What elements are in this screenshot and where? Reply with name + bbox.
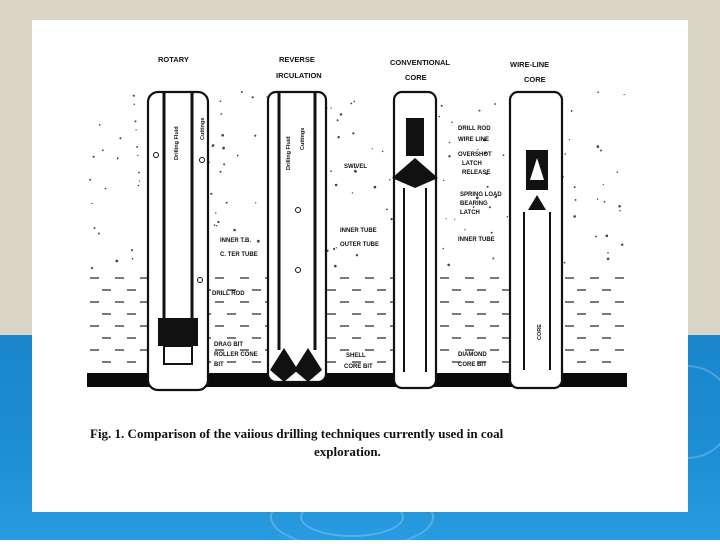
header-conventional-core: CORE: [405, 73, 427, 82]
label-outer-tube: OUTER TUBE: [340, 242, 379, 248]
rock-speck: [134, 104, 136, 106]
rock-speck: [334, 265, 337, 268]
rock-speck: [507, 216, 509, 218]
label-drag-bit: DRAG BIT: [214, 342, 243, 348]
label-overshot-release: RELEASE: [462, 170, 491, 176]
rock-speck: [94, 227, 96, 229]
rock-speck: [237, 155, 239, 157]
rock-speck: [333, 248, 335, 250]
rock-speck: [451, 122, 453, 124]
label-drill-rod: DRILL ROD: [212, 291, 245, 297]
drill-rod-coupling: [406, 118, 424, 156]
rock-speck: [604, 201, 606, 203]
rock-speck: [600, 150, 602, 152]
rock-speck: [330, 170, 332, 172]
rock-speck: [102, 149, 104, 151]
rock-speck: [575, 199, 577, 201]
drilling-techniques-diagram: [32, 20, 688, 512]
label-drill-rod: DRILL ROD: [458, 126, 491, 132]
rock-speck: [607, 258, 610, 261]
rock-speck: [441, 105, 443, 107]
rock-speck: [624, 94, 625, 95]
flow-label-cuttings: Cuttings: [300, 127, 306, 150]
rock-speck: [337, 119, 339, 121]
rock-speck: [91, 203, 92, 204]
rock-speck: [595, 236, 597, 238]
rock-speck: [386, 208, 388, 210]
rock-speck: [446, 218, 447, 219]
rock-speck: [223, 163, 225, 165]
rock-speck: [252, 96, 254, 98]
rock-speck: [574, 186, 576, 188]
rock-speck: [353, 101, 355, 103]
figure-panel: [32, 20, 688, 512]
rock-speck: [117, 157, 119, 159]
rock-speck: [210, 193, 212, 195]
conventional-core-drill: [392, 92, 438, 388]
rock-speck: [389, 179, 390, 180]
label-bearing: BEARING: [460, 201, 488, 207]
header-reverse: REVERSE: [279, 55, 315, 64]
rock-speck: [443, 180, 444, 181]
rock-speck: [337, 136, 339, 138]
rock-speck: [492, 257, 494, 259]
header-rotary: ROTARY: [158, 55, 189, 64]
rock-speck: [597, 91, 599, 93]
rock-speck: [220, 100, 222, 102]
rock-speck: [489, 206, 491, 208]
rock-speck: [136, 146, 138, 148]
rock-speck: [138, 185, 140, 187]
rock-speck: [355, 171, 357, 173]
label-roller-cone: ROLLER CONE: [214, 352, 258, 358]
label-inner-tube: INNER TUBE: [458, 237, 495, 243]
rock-speck: [105, 188, 107, 190]
rock-speck: [571, 110, 573, 112]
header-reverse-circulation: IRCULATION: [276, 71, 322, 80]
rock-speck: [564, 262, 566, 264]
rock-speck: [443, 248, 445, 250]
flow-label-drilling-fluid: Drilling Fluid: [286, 136, 292, 170]
rock-speck: [115, 260, 118, 263]
rock-speck: [216, 225, 217, 226]
flow-label-cuttings: Cuttings: [200, 117, 206, 140]
rock-speck: [487, 186, 489, 188]
rock-speck: [91, 267, 93, 269]
rock-speck: [617, 171, 619, 173]
rock-speck: [214, 224, 216, 226]
core-label: CORE: [537, 324, 543, 340]
rock-speck: [569, 139, 570, 140]
rock-speck: [618, 205, 621, 208]
header-wireline: WIRE-LINE: [510, 60, 550, 69]
rock-speck: [99, 124, 101, 126]
label-roller-cone-bit: BIT: [214, 362, 224, 368]
rock-speck: [564, 153, 566, 155]
rock-speck: [356, 254, 358, 256]
rock-speck: [119, 137, 121, 139]
rock-speck: [464, 229, 465, 230]
borehole-wall: [510, 92, 562, 388]
rock-speck: [211, 145, 213, 147]
label-swivel: SWIVEL: [344, 164, 368, 170]
label-latch: LATCH: [460, 210, 480, 216]
rotary-drill: [148, 92, 208, 390]
rock-speck: [241, 91, 243, 93]
header-wireline-core: CORE: [524, 75, 546, 84]
label-spring-load: SPRING LOAD: [460, 192, 502, 198]
label-wire-line: WIRE LINE: [458, 137, 489, 143]
drag-bit-shape: [158, 318, 198, 346]
rock-speck: [352, 132, 354, 134]
rock-speck: [449, 142, 450, 143]
label-diamond-core-bit: CORE BIT: [458, 362, 487, 368]
rock-speck: [254, 135, 256, 137]
rock-speck: [503, 154, 505, 156]
borehole-wall: [268, 92, 326, 382]
rock-speck: [89, 179, 91, 181]
figure-caption-line2: exploration.: [314, 444, 381, 459]
rock-speck: [491, 232, 493, 234]
rock-speck: [257, 240, 260, 243]
rock-speck: [390, 218, 392, 220]
rock-speck: [454, 219, 455, 220]
rock-speck: [215, 212, 216, 213]
rock-speck: [93, 156, 95, 158]
rock-speck: [448, 155, 450, 157]
rock-speck: [255, 202, 256, 203]
rock-speck: [340, 113, 342, 115]
rock-speck: [135, 120, 137, 122]
rock-speck: [439, 116, 441, 118]
label-inner-tube: INNER TUBE: [340, 228, 377, 234]
rock-speck: [330, 108, 331, 109]
figure-caption-line1: Fig. 1. Comparison of the vaiious drilling techniques currently used in coal: [90, 426, 504, 441]
rock-speck: [603, 184, 604, 185]
rock-speck: [217, 221, 219, 223]
rock-speck: [133, 95, 135, 97]
rock-speck: [372, 148, 373, 149]
label-inner-tube: INNER T.B.: [220, 238, 252, 244]
label-shell: SHELL: [346, 353, 366, 359]
flow-label-drilling-fluid: Drilling Fluid: [174, 126, 180, 160]
rock-speck: [138, 172, 140, 174]
rock-speck: [221, 134, 224, 137]
reverse-circulation-drill: [268, 92, 326, 382]
rock-speck: [135, 129, 136, 130]
rock-speck: [352, 192, 353, 193]
rock-speck: [447, 264, 450, 267]
rock-speck: [573, 215, 576, 218]
rock-speck: [597, 145, 600, 148]
rock-speck: [597, 198, 598, 199]
rock-speck: [382, 151, 383, 152]
label-outer-tube: C. TER TUBE: [220, 252, 258, 258]
rock-speck: [621, 244, 623, 246]
header-conventional: CONVENTIONAL: [390, 58, 450, 67]
rock-speck: [132, 258, 134, 260]
rock-speck: [131, 249, 133, 251]
bit-body: [164, 346, 192, 364]
rock-speck: [220, 113, 222, 115]
rock-speck: [335, 184, 338, 187]
rock-speck: [98, 233, 100, 235]
label-core-bit: CORE BIT: [344, 364, 373, 370]
wireline-core-drill: [510, 92, 562, 388]
rock-speck: [605, 234, 608, 237]
rock-speck: [219, 171, 221, 173]
rock-speck: [374, 186, 377, 189]
rock-speck: [233, 229, 236, 232]
rock-speck: [619, 210, 620, 211]
rock-speck: [226, 202, 228, 204]
label-overshot: OVERSHOT: [458, 152, 492, 158]
rock-speck: [607, 252, 609, 254]
rock-speck: [336, 247, 337, 248]
rock-speck: [137, 155, 138, 156]
rock-speck: [139, 180, 140, 181]
rock-speck: [350, 103, 352, 105]
rock-speck: [477, 149, 478, 150]
rock-speck: [222, 147, 225, 150]
rock-speck: [479, 110, 481, 112]
rock-speck: [494, 103, 496, 105]
label-overshot-latch: LATCH: [462, 161, 482, 167]
label-diamond: DIAMOND: [458, 352, 487, 358]
